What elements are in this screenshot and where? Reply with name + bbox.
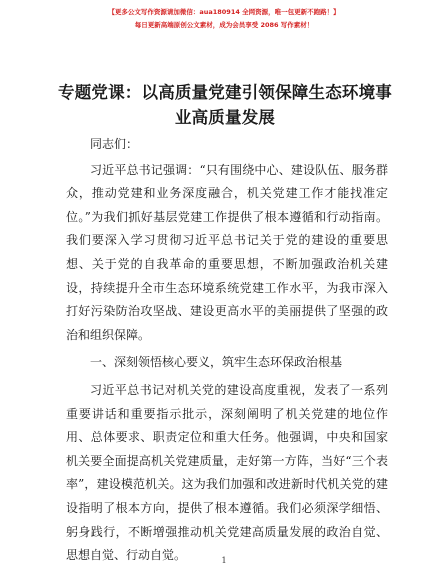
document-body — [66, 133, 388, 568]
greeting: 同志们： — [90, 137, 139, 151]
body-paragraph-1: 习近平总书记强调：“只有围绕中心、建设队伍、服务群众，推动党建和业务深度融合，机关党建工作才能找准定位。”为我们抓好基层党建工作提供了根本遵循和行动指南。我们要深入学习贯彻习近平总书记关于党的建设的重要思想、关于党的自我革命的重要思想，不断加强政治机关建设，持续提升全市生态环境系统党建工作水平，为我市深入打好污染防治攻坚战、建设更高水平的美丽提供了坚强的政治和组织保障。 — [66, 162, 388, 342]
section-heading-1: 一、深刻领悟核心要义，筑牢生态环保政治根基 — [90, 355, 343, 370]
document-title-line-1: 专题党课：以高质量党建引领保障生态环境事 — [58, 83, 392, 102]
promo-banner-line-2: 每日更新高端原创公文素材，成为会员享受 2086 写作素材！ — [134, 21, 314, 29]
document-title — [40, 80, 410, 130]
body-paragraph-2: 习近平总书记对机关党的建设高度重视，发表了一系列重要讲话和重要指示批示，深刻阐明了机关党建的地位作用、总体要求、职责定位和重大任务。他强调，中央和国家机关要全面提高机关党建质量，走好第一方阵，当好“三个表率”，建设模范机关。这为我们加强和改进新时代机关党的建设指明了根本方向，提供了根本遵循。我们必须深学细悟、躬身践行，不断增强推动机关党建高质量发展的政治自觉、思想自觉、行动自觉。 — [66, 382, 388, 563]
promo-banner-line-1: 【更多公文写作资源请加微信：aua180914 全网资源，唯一包更新不跑路！】 — [108, 8, 340, 16]
page-number: 1 — [221, 556, 227, 565]
promo-banner — [0, 6, 448, 32]
document-title-line-2: 业高质量发展 — [174, 108, 276, 127]
